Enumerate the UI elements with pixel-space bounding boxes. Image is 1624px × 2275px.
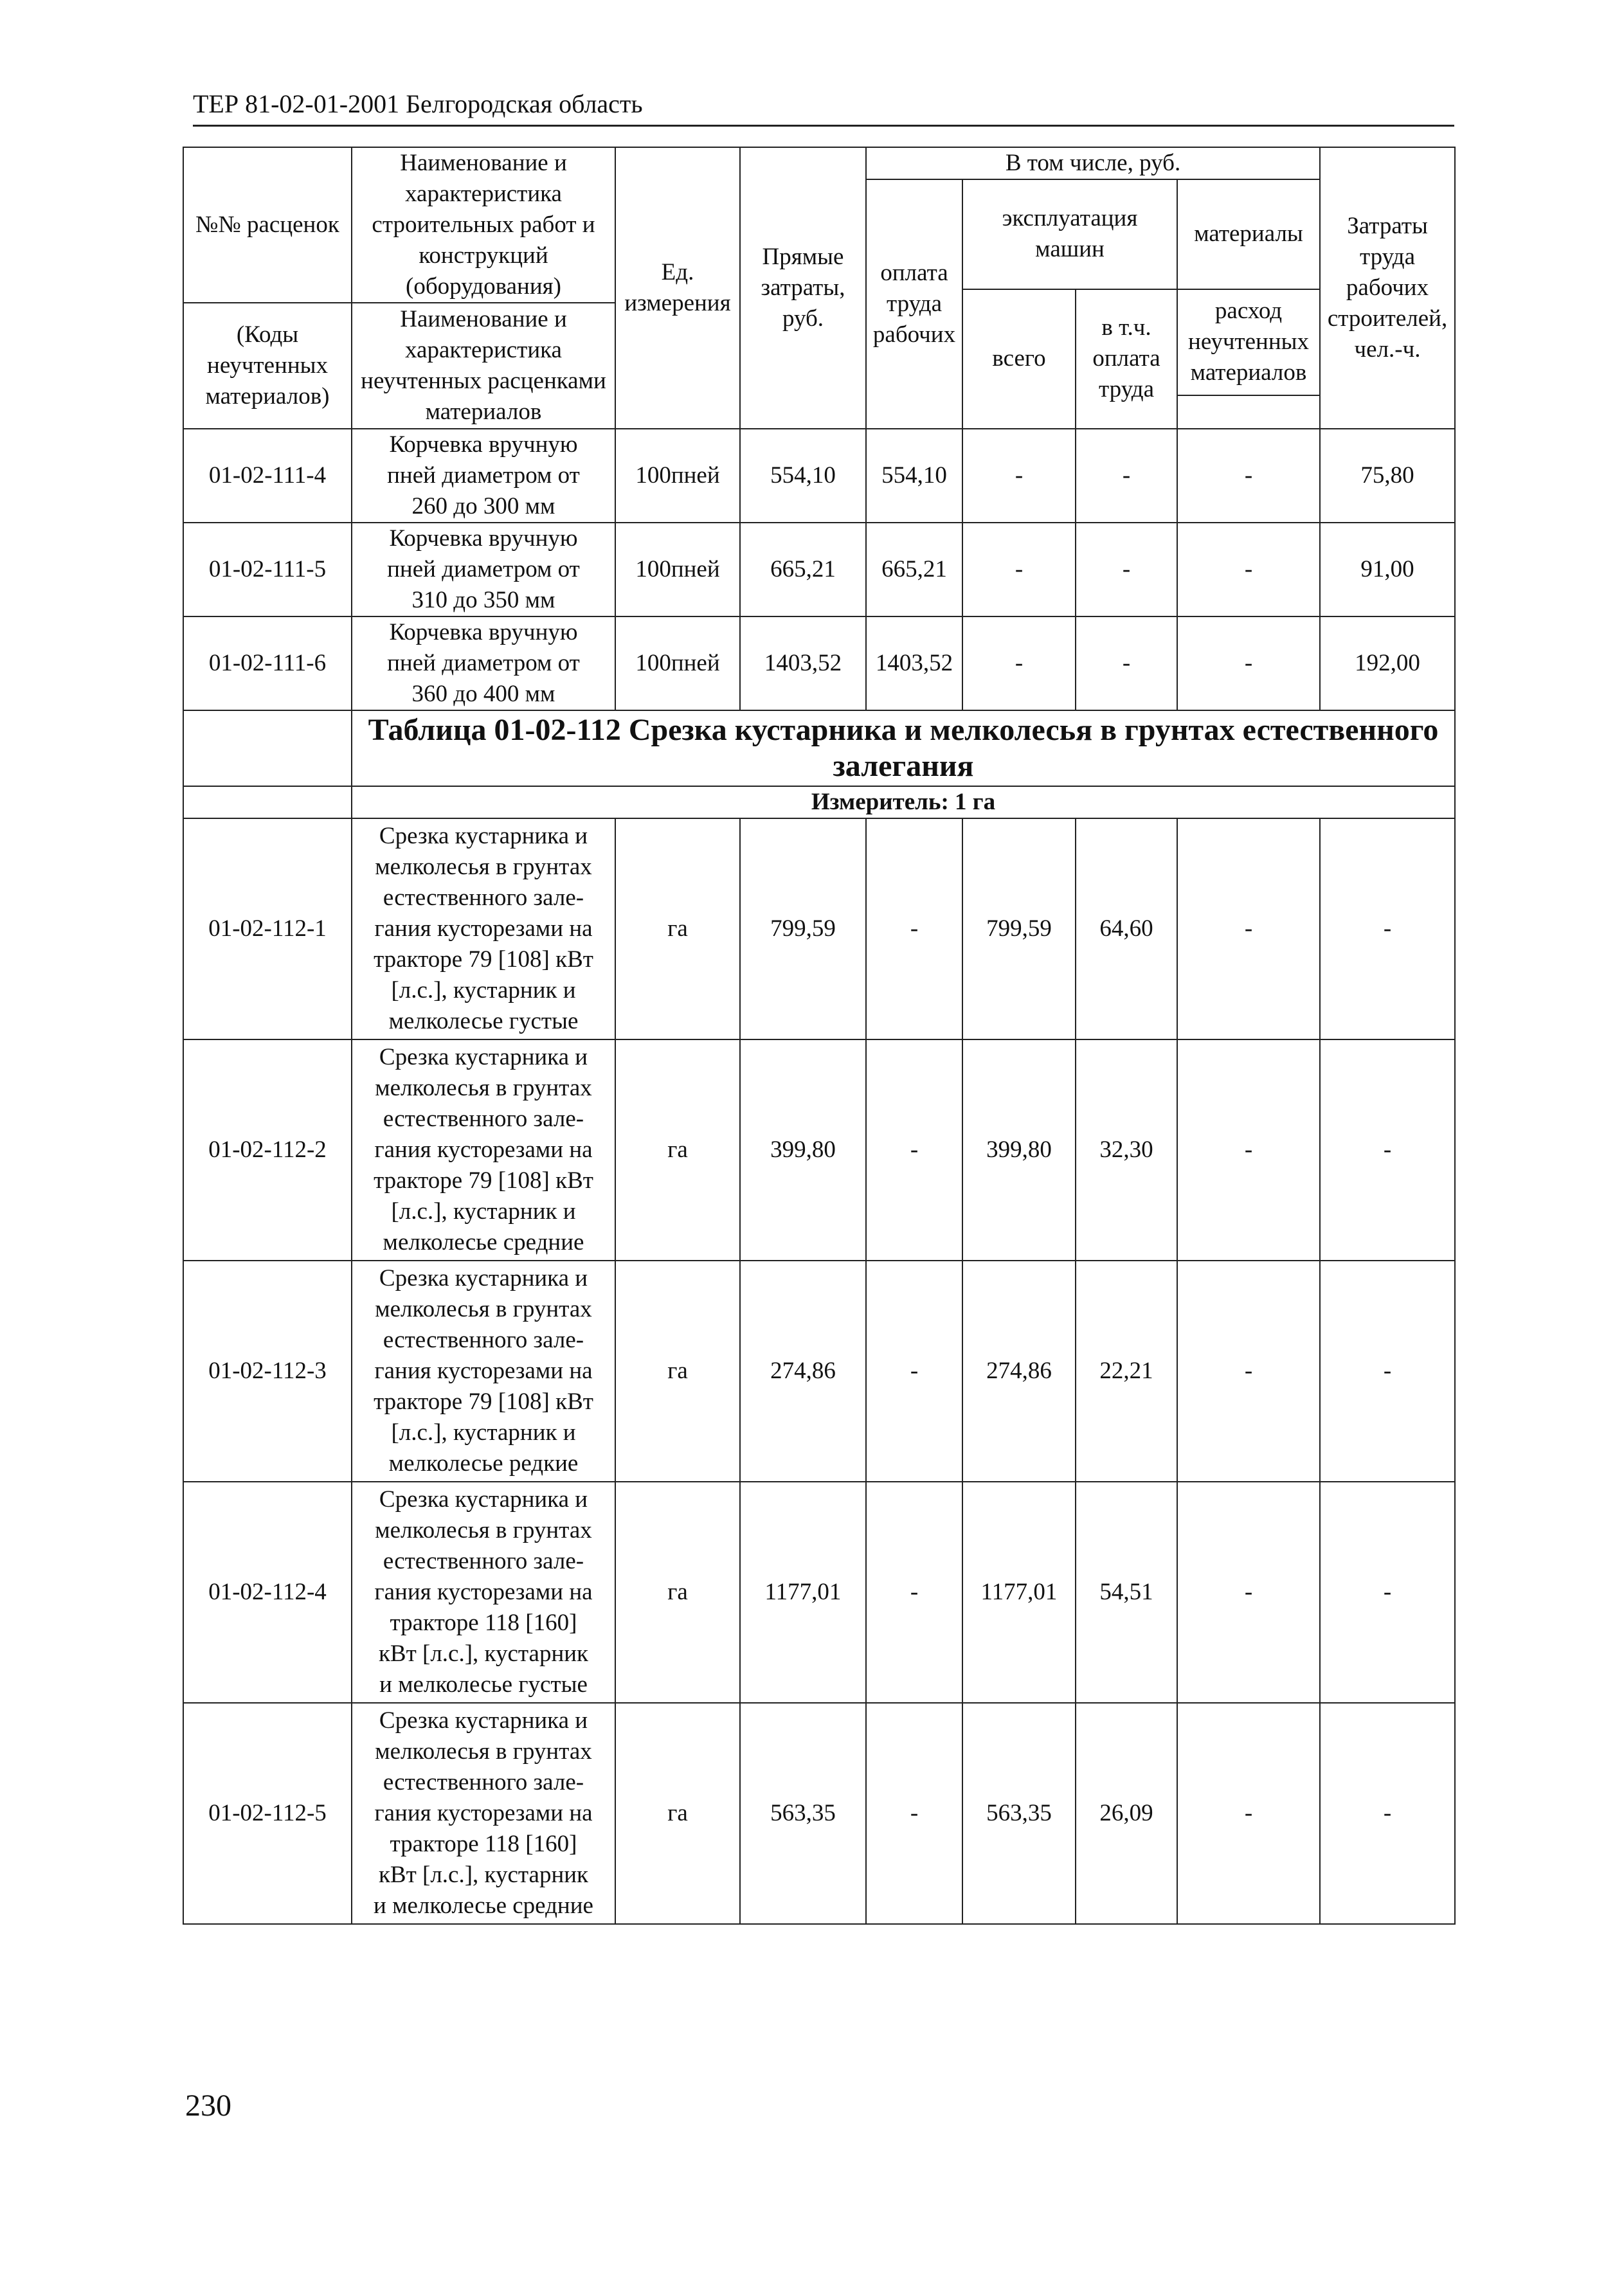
th-direct: Прямые затраты, руб. — [740, 147, 866, 429]
rate-machines-incl: 32,30 — [1076, 1039, 1177, 1261]
rate-name-line: кВт [л.с.], кустарник — [378, 1862, 589, 1888]
rate-materials: - — [1177, 1703, 1320, 1924]
th-code-top: №№ расценок — [183, 147, 352, 303]
rate-labor-pay: - — [866, 1482, 962, 1703]
rate-name-line: Корчевка вручную — [389, 525, 578, 552]
rate-materials: - — [1177, 523, 1320, 616]
rate-machines-total: 563,35 — [962, 1703, 1076, 1924]
rate-machines-total: 1177,01 — [962, 1482, 1076, 1703]
th-incl: В том числе, руб. — [866, 147, 1320, 179]
rate-name — [352, 616, 615, 710]
rate-labor-pay: - — [866, 1039, 962, 1261]
rate-machines-total: - — [962, 429, 1076, 523]
rate-labor: 75,80 — [1320, 429, 1455, 523]
table-row — [183, 1703, 1455, 1924]
rate-name-line: Корчевка вручную — [389, 619, 578, 645]
rate-labor: - — [1320, 1482, 1455, 1703]
table-row — [183, 523, 1455, 616]
rate-name-line: мелколесья в грунтах — [375, 1296, 592, 1322]
rate-name-line: естественного зале- — [383, 1769, 584, 1795]
rate-name-line: Срезка кустарника и — [379, 1044, 588, 1070]
rates-table — [183, 147, 1456, 1925]
rate-materials: - — [1177, 1039, 1320, 1261]
rate-unit: га — [615, 1039, 740, 1261]
th-labor-cost: Затраты труда рабочих строителей, чел.-ч. — [1320, 147, 1455, 429]
rate-machines-incl: - — [1076, 429, 1177, 523]
rate-name — [352, 1039, 615, 1261]
rate-materials: - — [1177, 1261, 1320, 1482]
rate-labor: 91,00 — [1320, 523, 1455, 616]
rate-name-line: [л.с.], кустарник и — [391, 1419, 576, 1446]
rate-machines-total: 274,86 — [962, 1261, 1076, 1482]
table-row — [183, 818, 1455, 1039]
rate-name-line: [л.с.], кустарник и — [391, 1198, 576, 1225]
rate-name-line: гания кусторезами на — [374, 1579, 593, 1605]
rate-name-line: естественного зале- — [383, 1106, 584, 1132]
rate-labor: - — [1320, 1261, 1455, 1482]
rate-name — [352, 429, 615, 523]
page-header — [193, 89, 1454, 127]
rate-name-line: Срезка кустарника и — [379, 1265, 588, 1291]
rate-code: 01-02-112-3 — [183, 1261, 352, 1482]
rate-machines-incl: 26,09 — [1076, 1703, 1177, 1924]
rate-materials: - — [1177, 818, 1320, 1039]
table-row — [183, 429, 1455, 523]
rate-labor-pay: 554,10 — [866, 429, 962, 523]
rate-name-line: [л.с.], кустарник и — [391, 977, 576, 1003]
rate-direct: 1403,52 — [740, 616, 866, 710]
rate-code: 01-02-111-5 — [183, 523, 352, 616]
rate-code: 01-02-112-1 — [183, 818, 352, 1039]
rate-labor: - — [1320, 1039, 1455, 1261]
rate-unit: 100пней — [615, 616, 740, 710]
rate-direct: 799,59 — [740, 818, 866, 1039]
rate-name — [352, 1261, 615, 1482]
table-row — [183, 1261, 1455, 1482]
rate-name-line: 310 до 350 мм — [411, 587, 555, 613]
rate-direct: 274,86 — [740, 1261, 866, 1482]
th-machines: эксплуатация машин — [962, 179, 1177, 289]
th-materials-bottom: расход неучтенных материалов — [1177, 289, 1320, 396]
rate-name-line: Срезка кустарника и — [379, 1486, 588, 1513]
rate-machines-incl: 64,60 — [1076, 818, 1177, 1039]
rate-code: 01-02-112-2 — [183, 1039, 352, 1261]
rate-direct: 563,35 — [740, 1703, 866, 1924]
th-machines-total: всего — [962, 289, 1076, 429]
rate-name-line: тракторе 79 [108] кВт — [374, 946, 593, 973]
th-name-bottom: Наименование и характеристика неучтенных расценками материалов — [352, 303, 615, 429]
table-row — [183, 616, 1455, 710]
rate-code: 01-02-112-5 — [183, 1703, 352, 1924]
rate-direct: 665,21 — [740, 523, 866, 616]
rate-name — [352, 1482, 615, 1703]
section-spacer — [183, 710, 352, 786]
rate-unit: 100пней — [615, 523, 740, 616]
rate-name-line: Срезка кустарника и — [379, 823, 588, 849]
page-number: 230 — [185, 2089, 231, 2123]
rate-name-line: гания кусторезами на — [374, 915, 593, 942]
rate-labor-pay: - — [866, 1703, 962, 1924]
th-name-top: Наименование и характеристика строительных работ и конструкций (оборудования) — [352, 147, 615, 303]
rate-unit: 100пней — [615, 429, 740, 523]
rate-name-line: пней диаметром от — [387, 650, 580, 676]
rate-labor: 192,00 — [1320, 616, 1455, 710]
rate-name-line: 260 до 300 мм — [411, 493, 555, 519]
rate-unit: га — [615, 1482, 740, 1703]
table-row — [183, 1039, 1455, 1261]
th-materials-spacer — [1177, 395, 1320, 429]
rate-name-line: и мелколесье средние — [374, 1893, 593, 1919]
rate-name — [352, 1703, 615, 1924]
rate-machines-total: - — [962, 523, 1076, 616]
rate-name-line: Корчевка вручную — [389, 431, 578, 458]
rate-name-line: мелколесья в грунтах — [375, 1517, 592, 1543]
section-measure: Измеритель: 1 га — [352, 786, 1455, 818]
rate-name-line: гания кусторезами на — [374, 1358, 593, 1384]
rate-labor-pay: 1403,52 — [866, 616, 962, 710]
rate-materials: - — [1177, 1482, 1320, 1703]
rate-name-line: мелколесье средние — [383, 1229, 584, 1255]
rate-name-line: естественного зале- — [383, 1548, 584, 1574]
rate-name-line: мелколесья в грунтах — [375, 854, 592, 880]
rate-code: 01-02-111-4 — [183, 429, 352, 523]
rate-name-line: мелколесье густые — [388, 1008, 579, 1034]
th-machines-incl: в т.ч. оплата труда — [1076, 289, 1177, 429]
rate-name-line: Срезка кустарника и — [379, 1707, 588, 1734]
measure-spacer — [183, 786, 352, 818]
rate-labor-pay: - — [866, 1261, 962, 1482]
rate-machines-total: - — [962, 616, 1076, 710]
rate-labor: - — [1320, 818, 1455, 1039]
rate-machines-incl: - — [1076, 616, 1177, 710]
rate-machines-incl: 22,21 — [1076, 1261, 1177, 1482]
rate-name-line: мелколесья в грунтах — [375, 1738, 592, 1765]
th-materials: материалы — [1177, 179, 1320, 289]
rate-name-line: мелколесья в грунтах — [375, 1075, 592, 1101]
table-row — [183, 1482, 1455, 1703]
rate-name-line: пней диаметром от — [387, 462, 580, 489]
rate-unit: га — [615, 818, 740, 1039]
rate-name — [352, 818, 615, 1039]
rate-machines-incl: - — [1076, 523, 1177, 616]
rate-name-line: тракторе 79 [108] кВт — [374, 1167, 593, 1194]
rate-name-line: тракторе 118 [160] — [390, 1610, 577, 1636]
rate-name-line: и мелколесье густые — [379, 1671, 588, 1698]
rate-direct: 554,10 — [740, 429, 866, 523]
rate-labor-pay: 665,21 — [866, 523, 962, 616]
th-labor-pay: оплата труда рабочих — [866, 179, 962, 429]
rate-materials: - — [1177, 429, 1320, 523]
th-unit: Ед. измерения — [615, 147, 740, 429]
rate-name-line: тракторе 118 [160] — [390, 1831, 577, 1857]
rate-name-line: мелколесье редкие — [388, 1450, 579, 1477]
th-code-bottom: (Коды неучтенных материалов) — [183, 303, 352, 429]
header-title: ТЕР 81-02-01-2001 Белгородская область — [193, 89, 643, 118]
rate-name-line: тракторе 79 [108] кВт — [374, 1389, 593, 1415]
rows-table-01-02-111 — [183, 429, 1455, 710]
rate-unit: га — [615, 1703, 740, 1924]
rate-name-line: пней диаметром от — [387, 556, 580, 582]
rate-name — [352, 523, 615, 616]
rate-machines-total: 799,59 — [962, 818, 1076, 1039]
rate-name-line: кВт [л.с.], кустарник — [378, 1641, 589, 1667]
rate-machines-total: 399,80 — [962, 1039, 1076, 1261]
rows-table-01-02-112 — [183, 818, 1455, 1924]
rate-code: 01-02-111-6 — [183, 616, 352, 710]
rate-labor: - — [1320, 1703, 1455, 1924]
section-title: Таблица 01-02-112 Срезка кустарника и мелколесья в грунтах естественного залегания — [352, 710, 1455, 786]
rate-name-line: гания кусторезами на — [374, 1800, 593, 1826]
rate-unit: га — [615, 1261, 740, 1482]
rate-name-line: гания кусторезами на — [374, 1137, 593, 1163]
rate-direct: 399,80 — [740, 1039, 866, 1261]
rate-labor-pay: - — [866, 818, 962, 1039]
rate-code: 01-02-112-4 — [183, 1482, 352, 1703]
rate-name-line: 360 до 400 мм — [411, 681, 555, 707]
rate-name-line: естественного зале- — [383, 1327, 584, 1353]
rate-machines-incl: 54,51 — [1076, 1482, 1177, 1703]
rate-name-line: естественного зале- — [383, 885, 584, 911]
rate-materials: - — [1177, 616, 1320, 710]
rate-direct: 1177,01 — [740, 1482, 866, 1703]
